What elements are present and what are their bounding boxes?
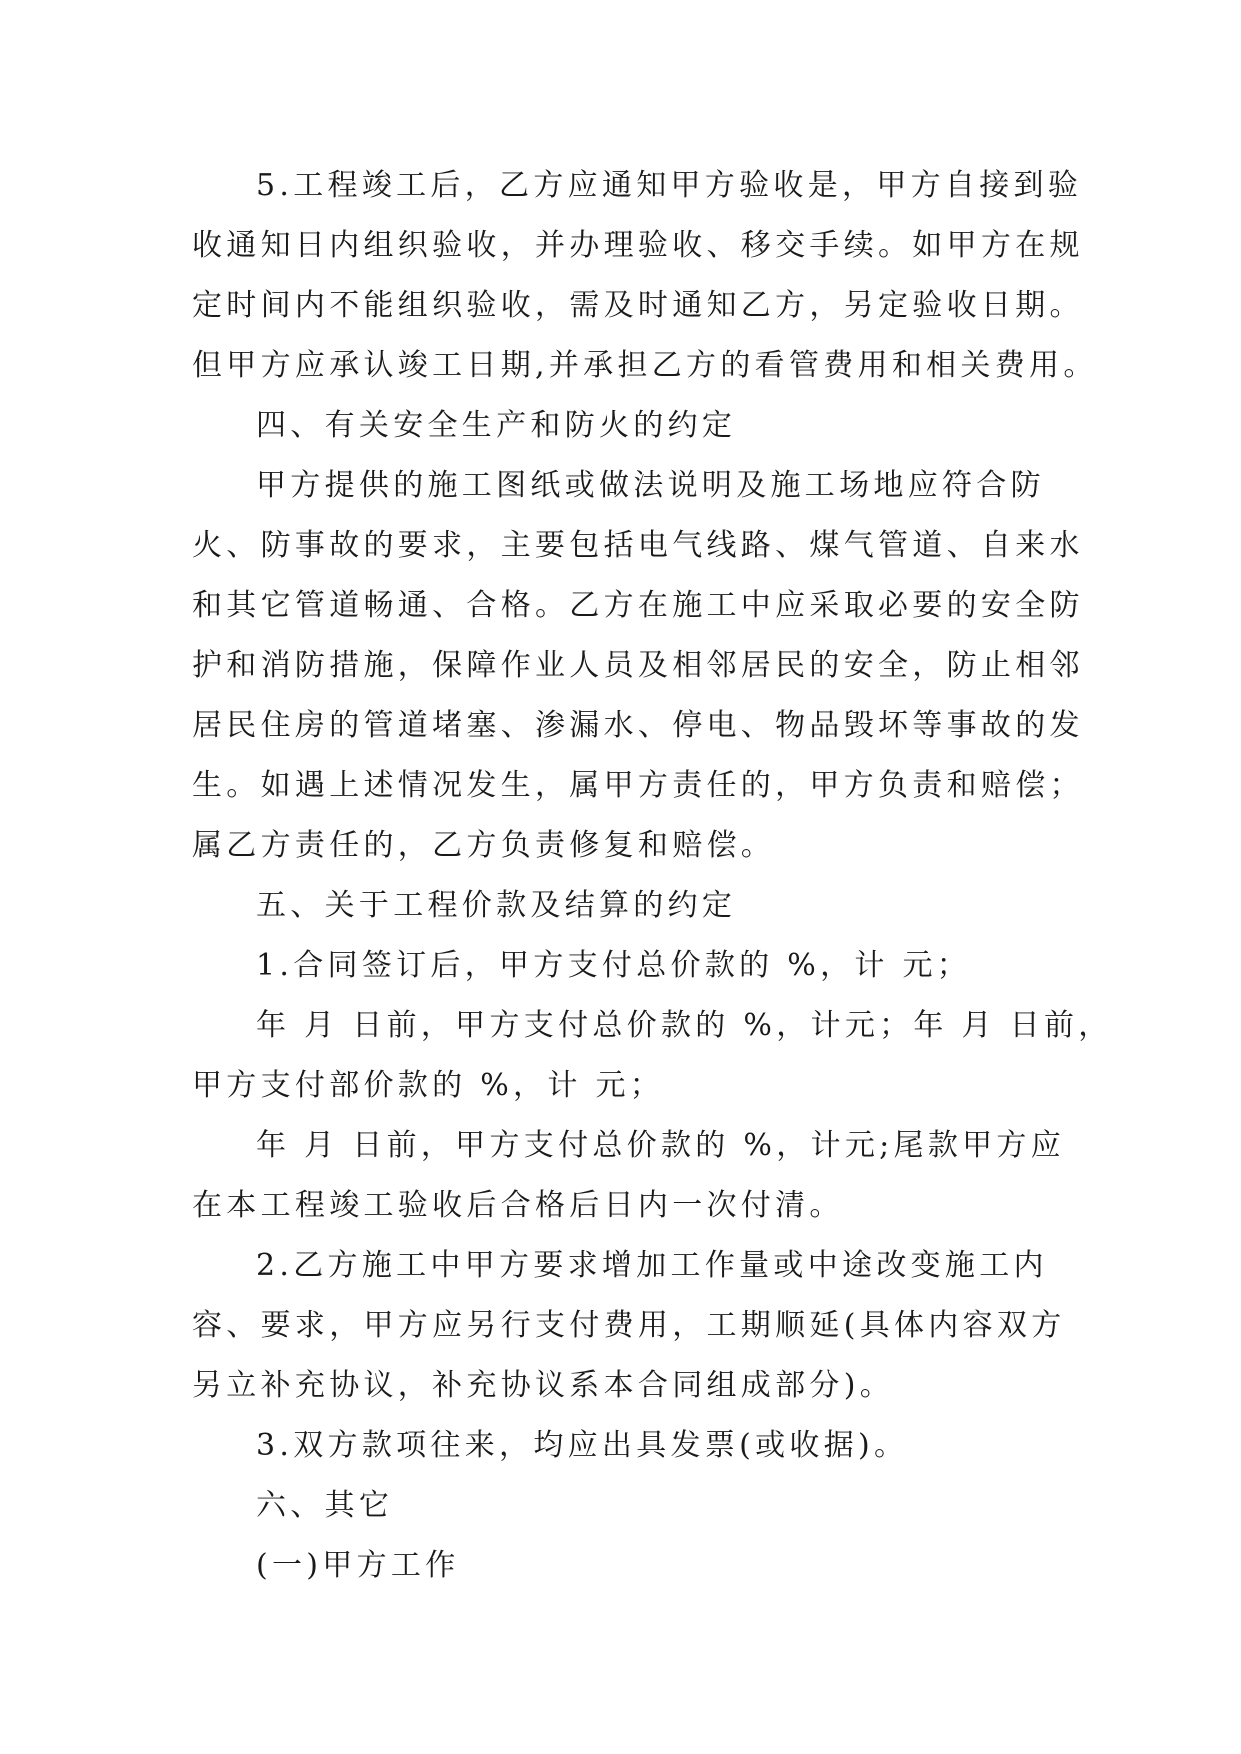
text-line: 2.乙方施工中甲方要求增加工作量或中途改变施工内 bbox=[256, 1248, 1048, 1283]
text-line: 另立补充协议，补充协议系本合同组成部分)。 bbox=[192, 1368, 895, 1403]
subsection-heading: (一)甲方工作 bbox=[256, 1548, 460, 1583]
text-line: 和其它管道畅通、合格。乙方在施工中应采取必要的安全防 bbox=[192, 588, 1084, 623]
text-line: 火、防事故的要求，主要包括电气线路、煤气管道、自来水 bbox=[192, 528, 1084, 563]
document-body bbox=[192, 156, 1113, 1596]
text-line: 甲方提供的施工图纸或做法说明及施工场地应符合防 bbox=[256, 468, 1045, 503]
text-line: 容、要求，甲方应另行支付费用，工期顺延(具体内容双方 bbox=[192, 1308, 1066, 1343]
text-line: 生。如遇上述情况发生，属甲方责任的，甲方负责和赔偿； bbox=[192, 768, 1084, 803]
text-line: 5.工程竣工后，乙方应通知甲方验收是，甲方自接到验 bbox=[256, 168, 1083, 203]
text-line: 3.双方款项往来，均应出具发票(或收据)。 bbox=[256, 1428, 909, 1463]
section-heading: 四、有关安全生产和防火的约定 bbox=[256, 408, 737, 443]
text-line: 甲方支付部价款的 %，计 元； bbox=[192, 1068, 665, 1103]
section-heading: 六、其它 bbox=[256, 1488, 394, 1523]
text-line: 属乙方责任的，乙方负责修复和赔偿。 bbox=[192, 828, 776, 863]
text-line: 1.合同签订后，甲方支付总价款的 %，计 元； bbox=[256, 948, 972, 983]
text-line: 年 月 日前，甲方支付总价款的 %，计元;尾款甲方应 bbox=[256, 1128, 1066, 1163]
text-line: 在本工程竣工验收后合格后日内一次付清。 bbox=[192, 1188, 844, 1223]
text-line: 但甲方应承认竣工日期,并承担乙方的看管费用和相关费用。 bbox=[192, 348, 1098, 383]
text-line: 收通知日内组织验收，并办理验收、移交手续。如甲方在规 bbox=[192, 228, 1084, 263]
text-line: 护和消防措施，保障作业人员及相邻居民的安全，防止相邻 bbox=[192, 648, 1084, 683]
section-heading: 五、关于工程价款及结算的约定 bbox=[256, 888, 737, 923]
text-line: 定时间内不能组织验收，需及时通知乙方，另定验收日期。 bbox=[192, 288, 1084, 323]
text-line: 居民住房的管道堵塞、渗漏水、停电、物品毁坏等事故的发 bbox=[192, 708, 1084, 743]
text-line: 年 月 日前，甲方支付总价款的 %，计元；年 月 日前， bbox=[256, 1008, 1113, 1043]
